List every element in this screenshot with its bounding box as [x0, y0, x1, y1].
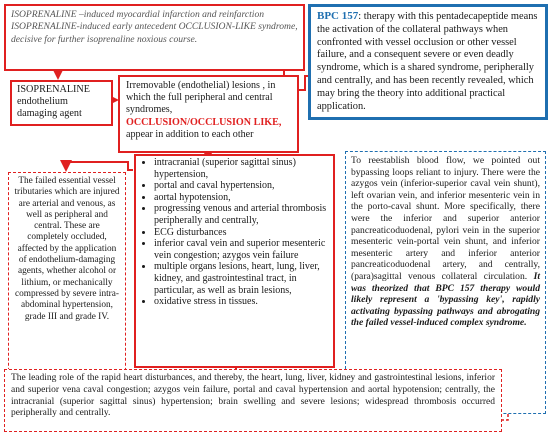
- lesions-box: [118, 75, 299, 153]
- lesions-text-after: appear in addition to each other: [126, 128, 254, 140]
- bpc157-box: [308, 4, 548, 120]
- arrow-vessels-to-list: [66, 162, 133, 170]
- list-item: • inferior caval vein and superior mesenteric vein congestion; azygos vein failure: [154, 238, 329, 261]
- bpc157-title: BPC 157: [317, 10, 359, 22]
- list-item: • multiple organs lesions, heart, lung, liver, kidney, and gastrointestinal tract, in particular, as well as brain lesions,: [154, 261, 329, 296]
- leading-role-box: [4, 369, 502, 432]
- isoprenaline-agent-text: ISOPRENALINE endothelium damaging agent: [17, 84, 91, 119]
- lesions-highlight: OCCLUSION/OCCLUSION LIKE,: [126, 116, 282, 128]
- syndrome-list-box: [134, 154, 335, 368]
- list-item: • progressing venous and arterial thrombosis peripherally and centrally,: [154, 203, 329, 226]
- bpc157-text: : therapy with this pentadecapeptide means the activation of the collateral pathways when confronted with vessel occlusion or other vessel failure, and a consequent severe or even deadly syndrome, which is a shared syndrome, peripherally and centrally, and has been recently revealed, which may bring the theory into additional practical application.: [317, 11, 538, 112]
- bypassing-loops-text: To reestablish blood flow, we pointed out bypassing loops reliant to injury. There were the azygos vein (inferior-superior caval vein shunt), left ovarian vein, and inferior mesenteric vein in the porto-caval shunt. More specifically, there were the inferior and superior anterior pancreaticoduodenal, pylori vein in the superior mesenteric vein-portal vein shunt, and inferior mesenteric artery and inferior anterior pancreaticoduodenal artery, and centrally, (para)sagittal venous collateral circulation.: [351, 155, 540, 282]
- isoprenaline-mi-text: ISOPRENALINE –induced myocardial infarction and reinfarction ISOPRENALINE-induced early antecedent OCCLUSION-LIKE syndrome, decisive for further isoprenaline noxious course.: [11, 9, 298, 45]
- bypassing-key-emphasis: It was theorized that BPC 157 therapy would likely represent a 'bypassing key', rapidly activating bypassing pathways and abrogating the failed vessel-induced complex syndrome.: [351, 270, 540, 329]
- list-item: • portal and caval hypertension,: [154, 180, 329, 192]
- lesions-text-before: Irremovable (endothelial) lesions , in which the full peripheral and central syndromes,: [126, 80, 276, 116]
- arrow-bypass-to-bottom: [502, 414, 508, 420]
- list-item: • intracranial (superior sagittal sinus) hypertension,: [154, 157, 329, 180]
- syndrome-list: [140, 157, 329, 308]
- list-item: • aortal hypotension,: [154, 192, 329, 204]
- isoprenaline-agent-box: [10, 80, 113, 126]
- vessel-tributaries-text: The failed essential vessel tributaries which are injured are arterial and venous, as well as peripheral and central. These are completely occluded, affected by the application of endothelium-damaging agents, whether alcohol or lithium, or mechanically compressed by severe intra-abdominal hypertension, grade III and grade IV.: [14, 176, 120, 322]
- leading-role-text: The leading role of the rapid heart disturbances, and thereby, the heart, lung, liver, kidney and gastrointestinal lesions, inferior and superior vena caval congestion; azygos vein failure, portal and caval hypertension and aortal hypotension; centrally, the intracranial (superior sagittal sinus) hypertension; brain swelling and severe lesions; widespread thrombosis occurred peripherally and centrally.: [11, 373, 495, 419]
- list-item: • oxidative stress in tissues.: [154, 296, 329, 308]
- isoprenaline-mi-box: [4, 4, 305, 71]
- list-item: • ECG disturbances: [154, 227, 329, 239]
